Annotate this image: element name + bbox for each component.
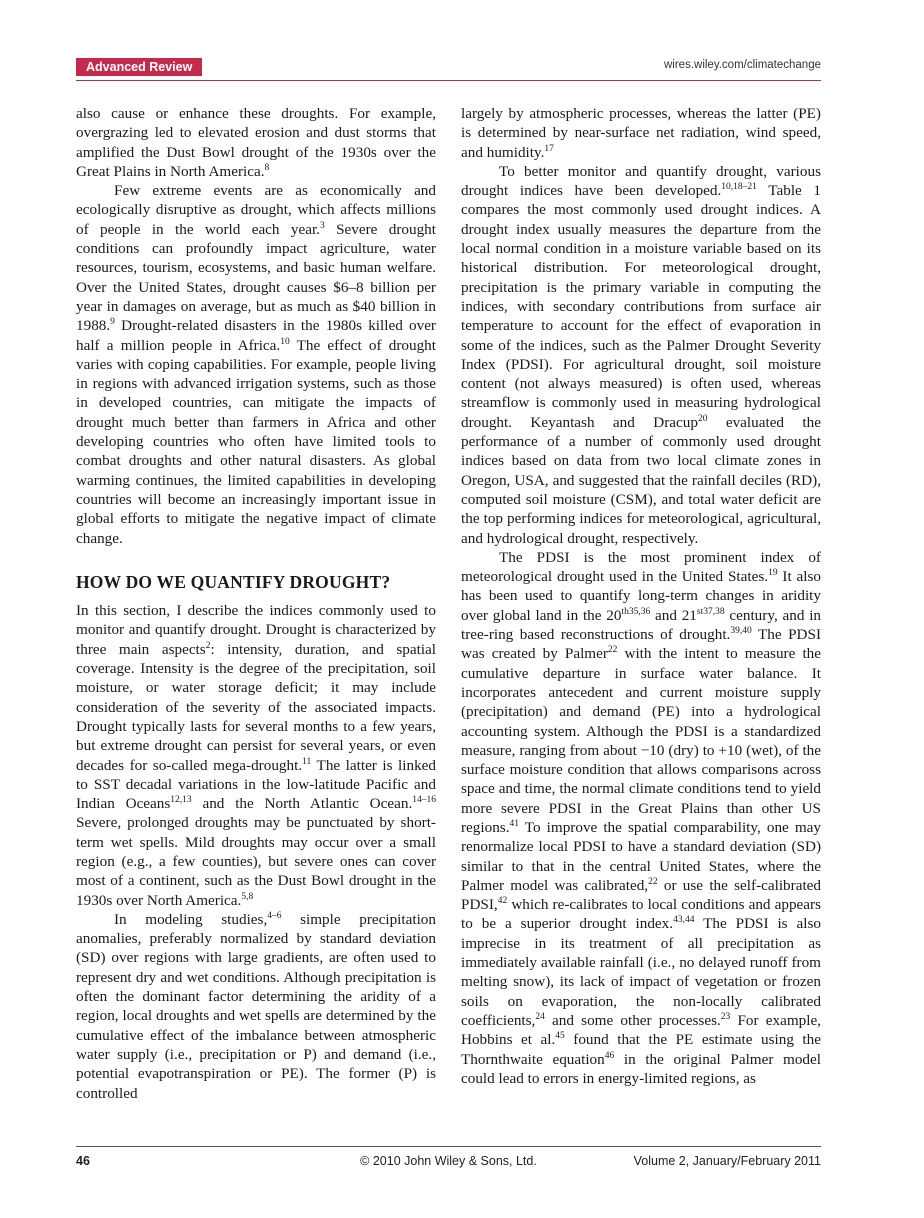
paragraph: In this section, I describe the indices commonly used to monitor and quantify drought. Drought is characterized by three main aspects$^2$: intensity, duration, and spatial coverage. Intensity is the degree of the precipitation, soil moisture, or water storage deficit; it may include consideration of the severity of the associated impacts. Drought typically lasts for several months to a few years, but extreme drought can persist for several years, or even decades for so-called mega-drought.$^{11}$ The latter is linked to SST decadal variations in the low-latitude Pacific and Indian Oceans$^{12,13}$ and the North Atlantic Ocean.$^{14-16}$ Severe, prolonged droughts may be punctuated by short-term wet spells. Mild droughts may occur over a small region (e.g., a few counties), but severe ones can cover most of a continent, such as the Dust Bowl drought in the 1930s over North America.$^{5,8}$ <box>76 602 437 909</box>
citation[interactable]: th35,36 <box>621 606 651 617</box>
citation[interactable]: 8 <box>264 162 270 173</box>
citation[interactable]: 11 <box>302 756 312 767</box>
citation[interactable]: 39,40 <box>730 626 752 637</box>
paragraph: largely by atmospheric processes, whereas the latter (PE) is determined by near-surface net radiation, wind speed, and humidity.$^{17}$ <box>461 105 821 161</box>
citation[interactable]: 24 <box>535 1011 545 1022</box>
citation[interactable]: 3 <box>319 220 325 231</box>
citation[interactable]: 42 <box>497 896 508 907</box>
paragraph: Few extreme events are as economically and ecologically disruptive as drought, which affects millions of people in the world each year.$^3$ Severe drought conditions can profoundly impact agriculture, water resources, tourism, ecosystems, and basic human welfare. Over the United States, drought causes $6–8 billion per year in damages on average, but as much as $40 billion in 1988.$^9$ Drought-related disasters in the 1980s killed over half a million people in Africa.$^{10}$ The effect of drought varies with coping capabilities. For example, people living in regions with advanced irrigation systems, such as those in developed countries, can mitigate the impacts of drought much better than farmers in Africa and other developing countries who often have limited tools to combat droughts and other natural disasters. As global warming continues, the limited capabilities in developing countries will become an increasingly important issue in global efforts to mitigate the negative impact of climate change. <box>76 182 436 547</box>
citation[interactable]: 19 <box>768 568 778 579</box>
citation[interactable]: 2 <box>205 640 211 651</box>
footer-divider <box>76 1146 821 1147</box>
citation[interactable]: 10,18–21 <box>721 182 757 193</box>
paragraph: The PDSI is the most prominent index of meteorological drought used in the United States.$^{19}$ It also has been used to quantify long-term changes in aridity over global land in the $20^{th35,36}$ and $21^{st37,38}$ century, and in tree-ring based reconstructions of drought.$^{39,40}$ The PDSI was created by Palmer$^{22}$ with the intent to measure the cumulative departure in surface water balance. It incorporates antecedent and current moisture supply (precipitation) and demand (PE) into a hydrological accounting system. Although the PDSI is a standardized measure, ranging from about −10 (dry) to +10 (wet), of the surface moisture condition that allows comparisons across space and time, the normal climate conditions tend to yield more severe PDSI in the Great Plains than other US regions.$^{41}$ To improve the spatial comparability, one may renormalize local PDSI to have a standard deviation (SD) similar to that in the central United States, where the Palmer model was calibrated,$^{22}$ or use the self-calibrated PDSI,$^{42}$ which re-calibrates to local conditions and appears to be a superior drought index.$^{43,44}$ The PDSI is also imprecise in its treatment of all precipitation as immediately available rainfall (i.e., no delayed runoff from melting snow), its lack of impact of vegetation or frozen soils on evaporation, the non-locally calibrated coefficients,$^{24}$ and some other processes.$^{23}$ For example, Hobbins et al.$^{45}$ found that the PE estimate using the Thornthwaite equation$^{46}$ in the original Palmer model could lead to errors in energy-limited regions, as <box>461 548 822 1087</box>
citation[interactable]: 9 <box>110 317 115 328</box>
volume-info: Volume 2, January/February 2011 <box>633 1154 821 1168</box>
citation[interactable]: 12,13 <box>170 795 192 806</box>
page-number: 46 <box>76 1154 90 1168</box>
citation[interactable]: 22 <box>607 645 618 656</box>
left-column <box>76 104 436 1103</box>
page-header <box>76 58 821 76</box>
page-footer <box>76 1154 821 1170</box>
citation[interactable]: 10 <box>280 336 290 347</box>
right-column <box>461 104 821 1088</box>
citation[interactable]: 41 <box>509 818 520 829</box>
section-tag: Advanced Review <box>76 58 202 76</box>
citation[interactable]: 23 <box>720 1011 731 1022</box>
citation[interactable]: 20 <box>697 413 708 424</box>
header-divider <box>76 80 821 81</box>
section-heading: HOW DO WE QUANTIFY DROUGHT? <box>76 571 391 592</box>
citation[interactable]: 4–6 <box>267 910 282 921</box>
citation[interactable]: 45 <box>555 1031 565 1042</box>
citation[interactable]: 46 <box>604 1050 615 1061</box>
citation[interactable]: 17 <box>544 143 554 154</box>
citation[interactable]: 5,8 <box>241 891 254 902</box>
journal-url[interactable]: wires.wiley.com/climatechange <box>663 59 821 71</box>
citation[interactable]: st37,38 <box>696 606 725 617</box>
paragraph: also cause or enhance these droughts. For example, overgrazing led to elevated erosion and dust storms that amplified the Dust Bowl drought of the 1930s over the Great Plains in North America.$^8$ <box>76 105 436 180</box>
citation[interactable]: 22 <box>648 876 658 887</box>
paragraph: To better monitor and quantify drought, various drought indices have been developed.$^{10,18-21}$ Table 1 compares the most commonly used drought indices. A drought index usually measures the departure from the local normal condition in a moisture variable based on its historical distribution. For meteorological drought, precipitation is the primary variable in computing the indices, with secondary contributions from surface air temperature to account for the effect of evaporation in some of the indices, such as the Palmer Drought Severity Index (PDSI). For agricultural drought, soil moisture content (not always measured) is often used, whereas streamflow is commonly used in measuring hydrological drought. Keyantash and Dracup$^{20}$ evaluated the performance of a number of commonly used drought indices based on data from two local climate zones in Oregon, USA, and suggested that the rainfall deciles (RD), computed soil moisture (CSM), and total water deficit are the top performing indices for meteorological, agricultural, and hydrological drought, respectively. <box>461 162 821 547</box>
copyright-notice: © 2010 John Wiley & Sons, Ltd. <box>360 1154 537 1168</box>
citation[interactable]: 14–16 <box>412 795 436 806</box>
citation[interactable]: 43,44 <box>673 915 695 926</box>
paragraph: In modeling studies,$^{4-6}$ simple precipitation anomalies, preferably normalized by standard deviation (SD) over regions with large gradients, are often used to represent dry and wet conditions. Although precipitation is often the dominant factor determining the aridity of a region, local droughts and wet spells are determined by the cumulative effect of the imbalance between atmospheric water supply (i.e., precipitation or P) and demand (i.e., potential evapotranspiration or PE). The former (P) is controlled <box>76 910 436 1102</box>
